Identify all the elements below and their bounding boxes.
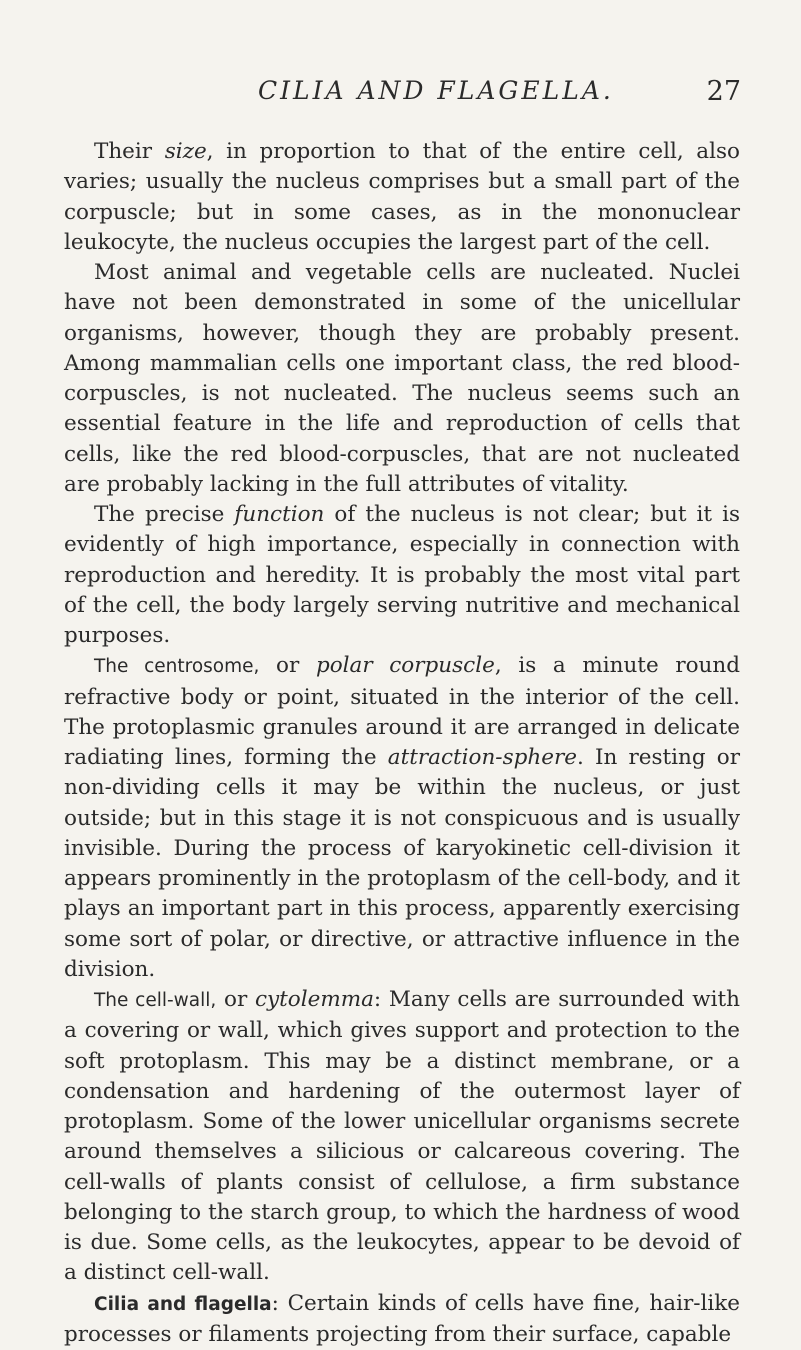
- term-function: function: [234, 502, 324, 527]
- running-title: CILIA AND FLAGELLA.: [258, 76, 614, 105]
- body-text: [64, 137, 740, 1350]
- heading-cell-wall: The cell-wall,: [94, 990, 216, 1011]
- term-attraction-sphere: attraction-sphere: [388, 745, 577, 770]
- paragraph-nucleated-cells: Most animal and vegetable cells are nucleated. Nuclei have not been demonstrated in some of the unicellular organisms, however, though they are probably present. Among mammalian cells one important class, the red blood-corpuscles, is not nucleated. The nucleus seems such an essential feature in the life and reproduction of cells that cells, like the red blood-corpuscles, that are not nucleated are probably lacking in the full attributes of vitality.: [64, 258, 740, 500]
- running-head: [258, 76, 741, 110]
- term-polar-corpuscle: polar corpuscle: [316, 653, 495, 678]
- page-number: 27: [707, 76, 741, 107]
- paragraph-function: The precise function of the nucleus is not clear; but it is evidently of high importance, especially in connection with reproduction and heredity. It is probably the most vital part of the cell, the body largely serving nutritive and mechanical purposes.: [64, 500, 740, 651]
- paragraph-cell-wall: The cell-wall, or cytolemma: Many cells are surrounded with a covering or wall, which gives support and protection to the soft protoplasm. This may be a distinct membrane, or a condensation and hardening of the outermost layer of protoplasm. Some of the lower unicellular organisms secrete around themselves a silicious or calcareous covering. The cell-walls of plants consist of cellulose, a firm substance belonging to the starch group, to which the hardness of wood is due. Some cells, as the leukocytes, appear to be devoid of a distinct cell-wall.: [64, 985, 740, 1289]
- paragraph-size: Their size, in proportion to that of the entire cell, also varies; usually the nucleus comprises but a small part of the corpuscle; but in some cases, as in the mononuclear leukocyte, the nucleus occupies the largest part of the cell.: [64, 137, 740, 258]
- paragraph-cilia-flagella: Cilia and flagella: Certain kinds of cells have fine, hair-like processes or filaments projecting from their surface, capable: [64, 1289, 740, 1350]
- heading-centrosome: The centrosome,: [94, 656, 259, 677]
- heading-cilia-flagella: Cilia and flagella: [94, 1294, 272, 1315]
- term-size: size: [165, 139, 207, 164]
- paragraph-centrosome: The centrosome, or polar corpuscle, is a minute round refractive body or point, situated in the interior of the cell. The protoplasmic granules around it are arranged in delicate radiating lines, forming the attraction-sphere. In resting or non-dividing cells it may be within the nucleus, or just outside; but in this stage it is not conspicuous and is usually invisible. During the process of karyokinetic cell-division it appears prominently in the protoplasm of the cell-body, and it plays an important part in this process, apparently exercising some sort of polar, or directive, or attractive influence in the division.: [64, 651, 740, 985]
- term-cytolemma: cytolemma: [255, 987, 374, 1012]
